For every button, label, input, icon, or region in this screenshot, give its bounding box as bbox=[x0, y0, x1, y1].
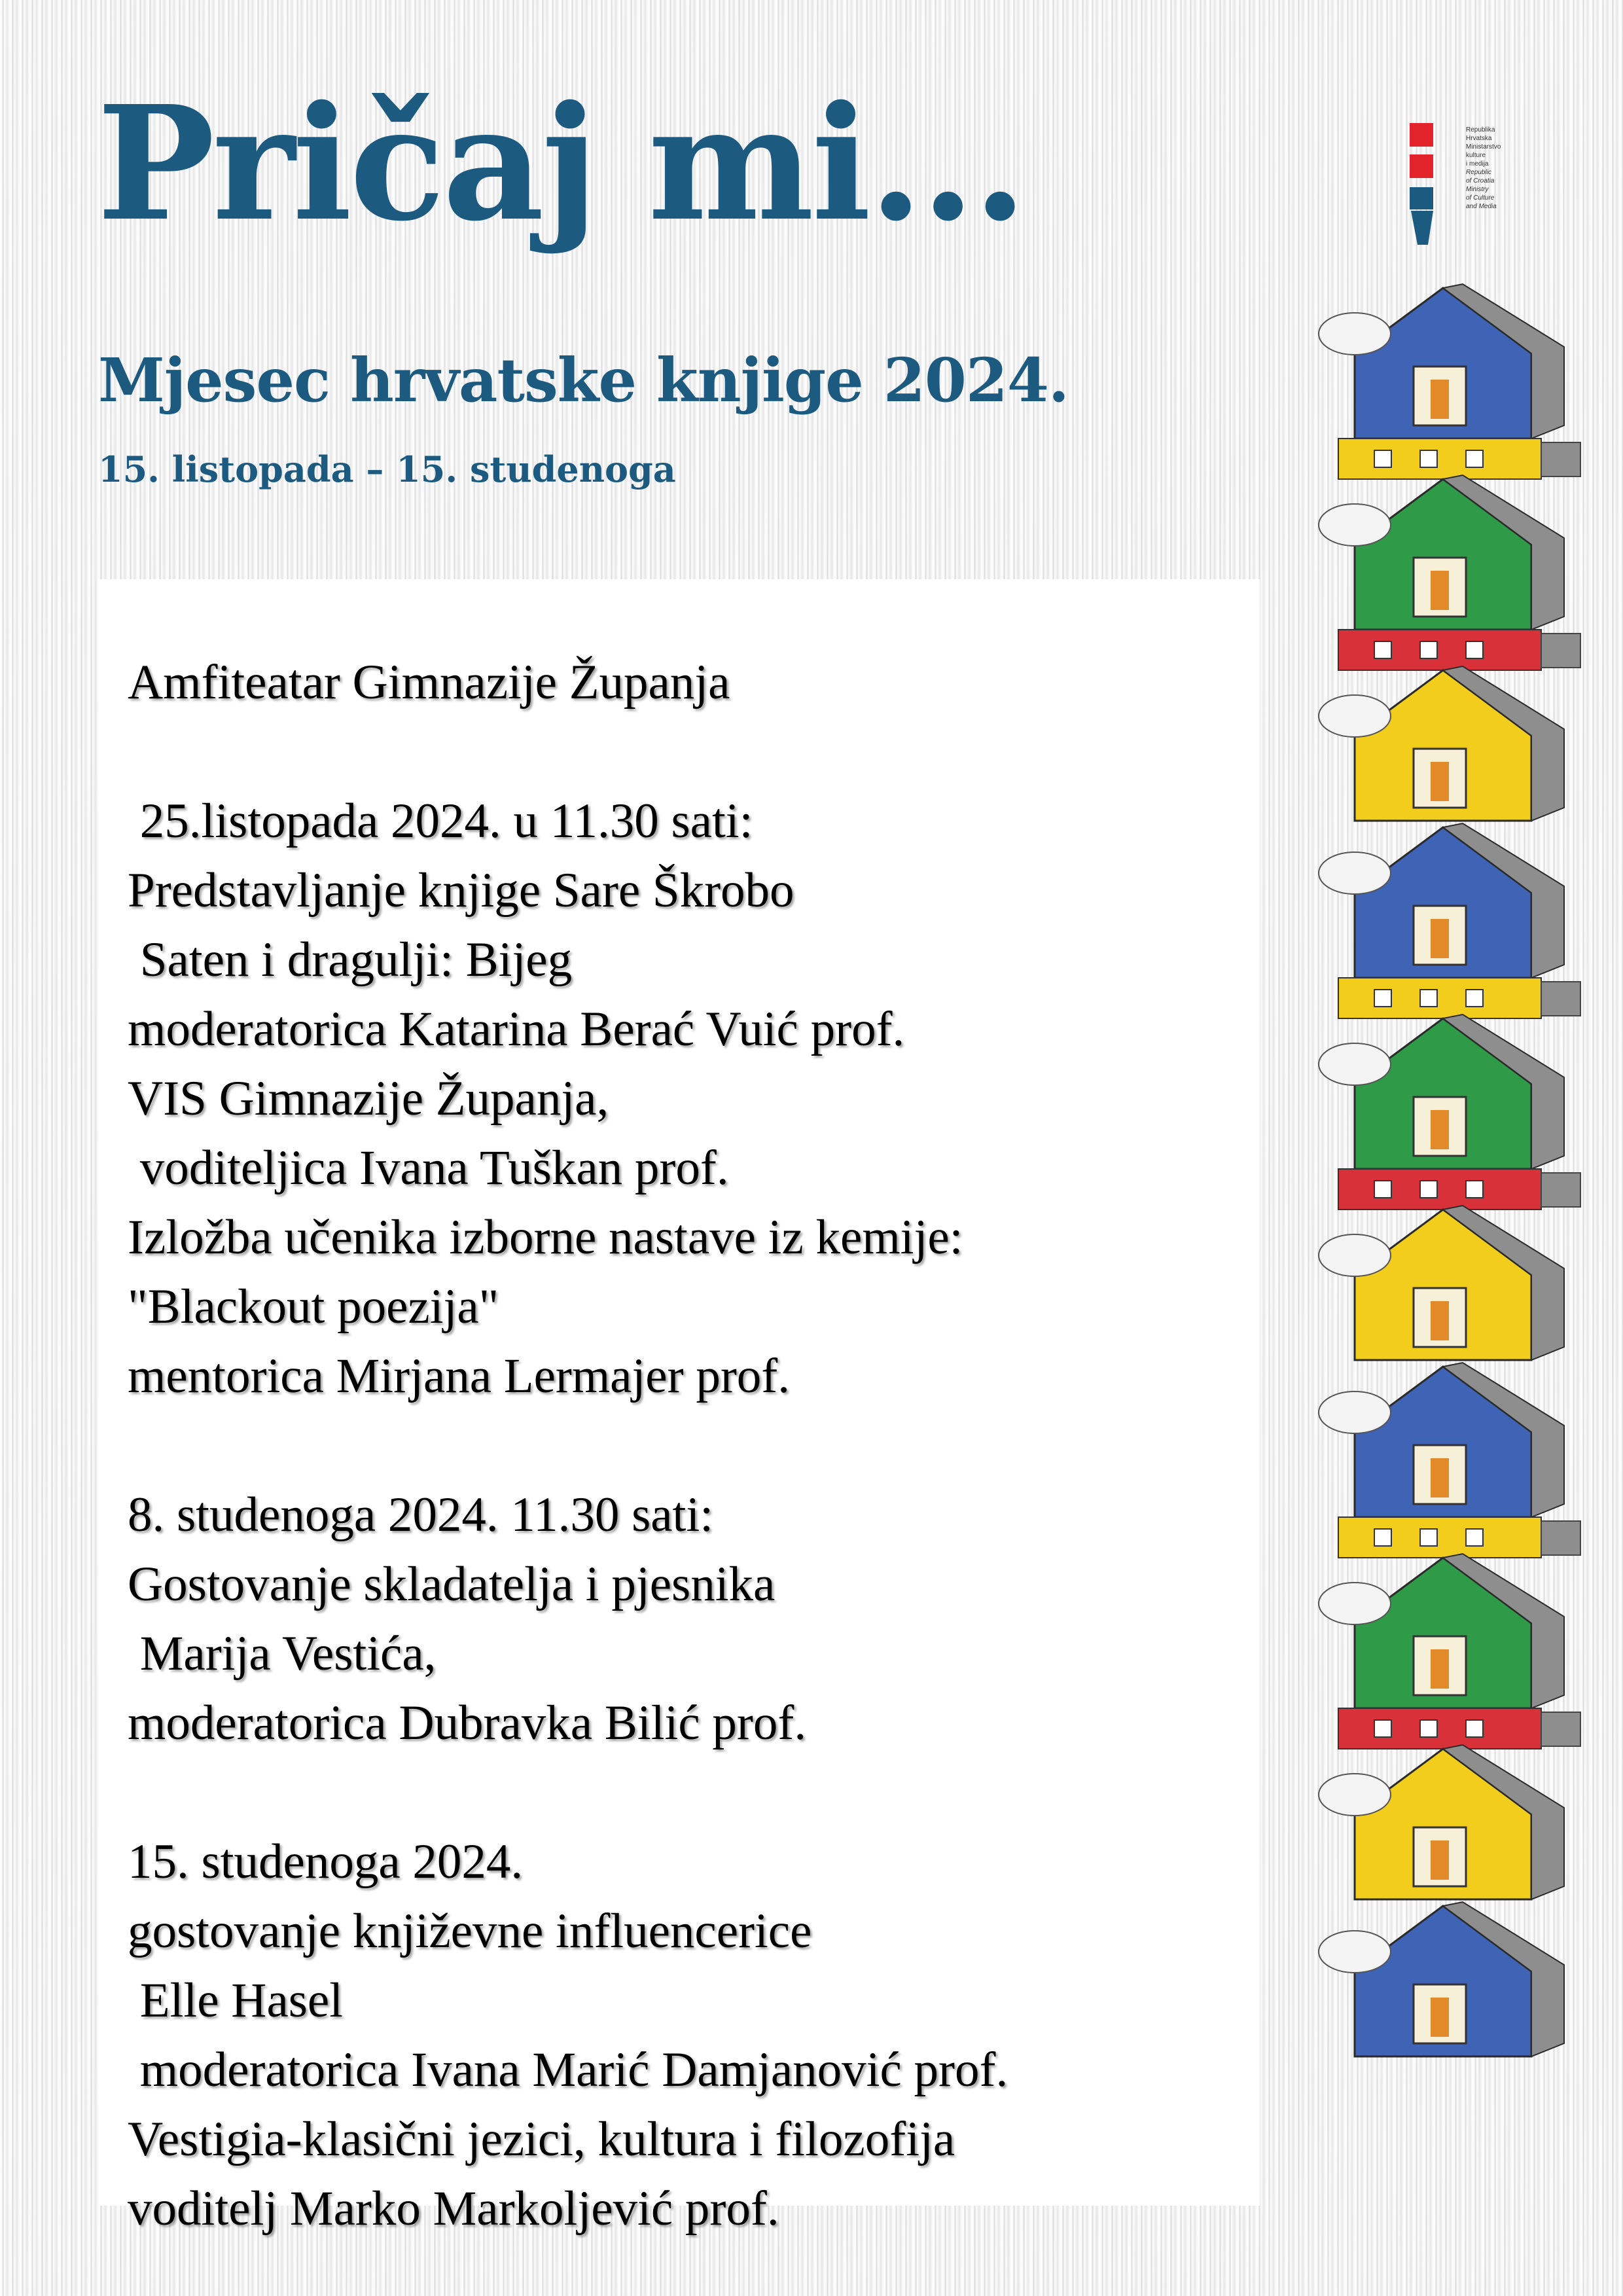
logo-line: of Croatia bbox=[1466, 177, 1495, 185]
program-line: "Blackout poezija" bbox=[128, 1280, 499, 1334]
person-in-window-icon bbox=[1431, 1998, 1449, 2037]
speech-bubble-icon bbox=[1319, 1391, 1391, 1433]
person-in-window-icon bbox=[1431, 1649, 1449, 1689]
program-line: moderatorica Katarina Berać Vuić prof. bbox=[128, 1002, 905, 1056]
book-pages bbox=[1541, 1712, 1580, 1746]
person-in-window-icon bbox=[1431, 1301, 1449, 1340]
program-line: 8. studenoga 2024. 11.30 sati: bbox=[128, 1488, 714, 1542]
program-line bbox=[128, 1411, 1240, 1480]
small-window-icon bbox=[1466, 1529, 1483, 1546]
logo-line: Hrvatska bbox=[1466, 135, 1492, 142]
program-line: moderatorica Dubravka Bilić prof. bbox=[128, 1696, 807, 1750]
speech-bubble-icon bbox=[1319, 313, 1391, 355]
program-line bbox=[128, 717, 1240, 787]
poster-title: Pričaj mi... bbox=[97, 71, 1025, 256]
small-window-icon bbox=[1374, 1529, 1391, 1546]
program-line: Predstavljanje knjige Sare Škrobo bbox=[128, 863, 794, 918]
program-line: moderatorica Ivana Marić Damjanović prof. bbox=[128, 2043, 1008, 2097]
small-window-icon bbox=[1374, 1181, 1391, 1198]
logo-line: Republika bbox=[1466, 126, 1495, 134]
small-window-icon bbox=[1466, 990, 1483, 1007]
program-line: gostovanje književne influencerice bbox=[128, 1904, 812, 1958]
program-line: mentorica Mirjana Lermajer prof. bbox=[128, 1349, 791, 1403]
logo-line: Republic bbox=[1466, 169, 1491, 176]
book-pages bbox=[1541, 982, 1580, 1016]
person-in-window-icon bbox=[1431, 1458, 1449, 1498]
small-window-icon bbox=[1374, 990, 1391, 1007]
program-line: Saten i dragulji: Bijeg bbox=[128, 933, 573, 987]
logo-line: and Media bbox=[1466, 203, 1497, 210]
speech-bubble-icon bbox=[1319, 1774, 1391, 1816]
program-panel bbox=[98, 579, 1260, 2236]
program-line: voditeljica Ivana Tuškan prof. bbox=[128, 1141, 729, 1195]
logo-line: Ministarstvo bbox=[1466, 143, 1501, 151]
book-pages bbox=[1541, 1521, 1580, 1555]
logo-line: kulture bbox=[1466, 152, 1486, 159]
person-in-window-icon bbox=[1431, 1840, 1449, 1880]
program-text bbox=[128, 648, 1240, 2244]
ministry-semicolon-logo-icon bbox=[1408, 122, 1435, 246]
ministry-logo-text bbox=[1466, 126, 1538, 211]
program-line: Izložba učenika izborne nastave iz kemije: bbox=[128, 1210, 963, 1265]
program-line: Amfiteatar Gimnazije Županja bbox=[128, 655, 730, 709]
person-in-window-icon bbox=[1431, 1110, 1449, 1149]
program-line bbox=[128, 1758, 1240, 1827]
poster-subtitle: Mjesec hrvatske knjige 2024. bbox=[98, 345, 1069, 416]
program-line: Vestigia-klasični jezici, kultura i filozofija bbox=[128, 2112, 955, 2166]
lying-book bbox=[1338, 978, 1541, 1018]
program-line: Marija Vestića, bbox=[128, 1626, 437, 1681]
logo-line: Ministry bbox=[1466, 186, 1489, 193]
program-line: Elle Hasel bbox=[128, 1973, 344, 2028]
program-line: 25.listopada 2024. u 11.30 sati: bbox=[128, 794, 753, 848]
logo-line: of Culture bbox=[1466, 194, 1495, 202]
small-window-icon bbox=[1466, 450, 1483, 467]
book-pages bbox=[1541, 442, 1580, 476]
stacked-book-houses-illustration bbox=[1315, 275, 1610, 2212]
speech-bubble-icon bbox=[1319, 852, 1391, 894]
lying-book bbox=[1338, 1517, 1541, 1558]
person-in-window-icon bbox=[1431, 919, 1449, 958]
book-pages bbox=[1541, 634, 1580, 668]
speech-bubble-icon bbox=[1319, 1583, 1391, 1624]
person-in-window-icon bbox=[1431, 571, 1449, 610]
speech-bubble-icon bbox=[1319, 504, 1391, 546]
lying-book bbox=[1338, 630, 1541, 670]
program-line: VIS Gimnazije Županja, bbox=[128, 1071, 609, 1126]
logo-line: i medija bbox=[1466, 160, 1489, 168]
small-window-icon bbox=[1420, 1181, 1437, 1198]
small-window-icon bbox=[1466, 1181, 1483, 1198]
small-window-icon bbox=[1420, 1720, 1437, 1737]
small-window-icon bbox=[1466, 1720, 1483, 1737]
person-in-window-icon bbox=[1431, 380, 1449, 419]
speech-bubble-icon bbox=[1319, 1234, 1391, 1276]
program-line: 15. studenoga 2024. bbox=[128, 1835, 524, 1889]
program-line: Gostovanje skladatelja i pjesnika bbox=[128, 1557, 776, 1611]
small-window-icon bbox=[1420, 450, 1437, 467]
small-window-icon bbox=[1374, 450, 1391, 467]
speech-bubble-icon bbox=[1319, 1043, 1391, 1085]
speech-bubble-icon bbox=[1319, 695, 1391, 737]
event-date-range: 15. listopada – 15. studenoga bbox=[98, 448, 676, 490]
small-window-icon bbox=[1420, 1529, 1437, 1546]
person-in-window-icon bbox=[1431, 762, 1449, 801]
small-window-icon bbox=[1466, 641, 1483, 658]
ministry-logo bbox=[1400, 119, 1531, 250]
program-line: voditelj Marko Markoljević prof. bbox=[128, 2181, 779, 2236]
small-window-icon bbox=[1374, 641, 1391, 658]
lying-book bbox=[1338, 1169, 1541, 1210]
small-window-icon bbox=[1420, 990, 1437, 1007]
speech-bubble-icon bbox=[1319, 1931, 1391, 1973]
small-window-icon bbox=[1420, 641, 1437, 658]
book-pages bbox=[1541, 1173, 1580, 1207]
lying-book bbox=[1338, 439, 1541, 479]
lying-book bbox=[1338, 1708, 1541, 1749]
small-window-icon bbox=[1374, 1720, 1391, 1737]
